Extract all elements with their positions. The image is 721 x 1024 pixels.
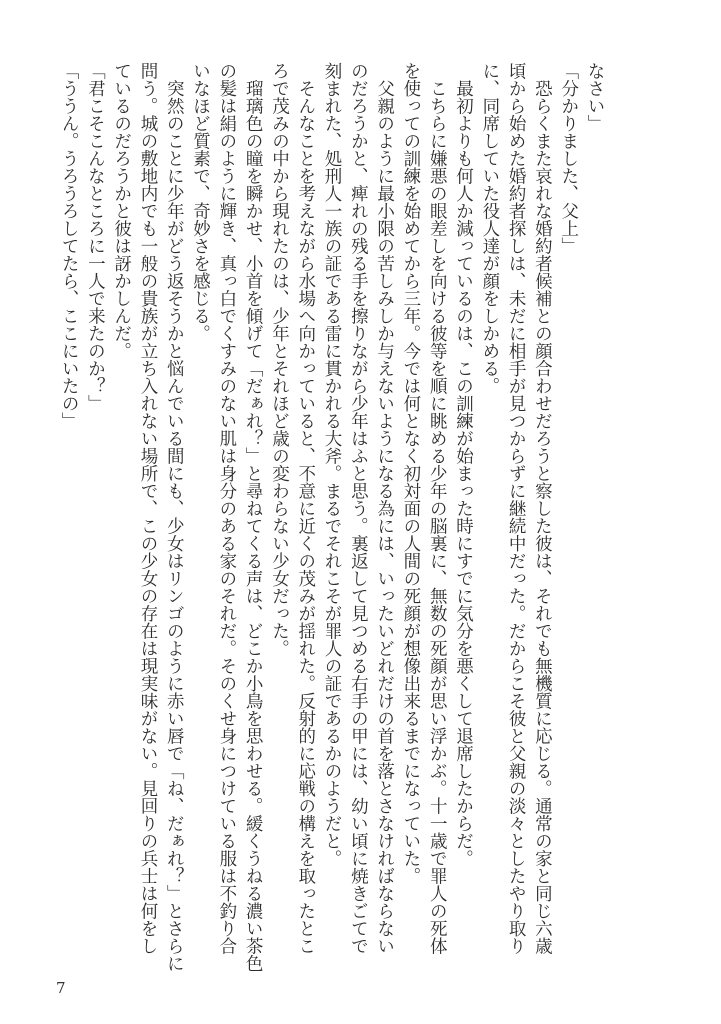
text-line: 刻まれた、処刑人一族の証である雷に貫かれる大斧。まるでそれこそが罪人の証であるかのようだと。 [322, 62, 343, 867]
text-line: 「分かりました、父上」 [558, 62, 579, 255]
text-line: 父親のように最小限の苦しみしか与えないようになる為には、いったいどれだけの首を落とさなければならない [374, 62, 395, 955]
body-text [51, 62, 608, 972]
text-line: ろで茂みの中から現れたのは、少年とそれほど歳の変わらない少女だった。 [269, 62, 290, 657]
text-line: 最初よりも何人か減っているのは、この訓練が始まった時にすでに気分を悪くして退席したからだ。 [453, 62, 474, 867]
text-line: そんなことを考えながら水場へ向かっていると、不意に近くの茂みが揺れた。反射的に応戦の構えを取ったとこ [295, 62, 316, 955]
text-line: を使っての訓練を始めてから三年。今では何となく初対面の人間の死顔が想像出来るまでになっていた。 [400, 62, 421, 885]
text-line: こちらに嫌悪の眼差しを向ける彼等を順に眺める少年の脳裏に、無数の死顔が思い浮かぶ。十一歳で罪人の死体 [427, 62, 448, 955]
page-number: 7 [56, 979, 66, 997]
text-line: 突然のことに少年がどう返そうかと悩んでいる間にも、少女はリンゴのように赤い唇で「ね、だぁれ？」とさらに [164, 62, 185, 972]
text-line: ているのだろうかと彼は訝かしんだ。 [111, 62, 132, 360]
text-line: 問う。城の敷地内でも一般の貴族が立ち入れない場所で、この少女の存在は現実味がない。見回りの兵士は何をし [137, 62, 158, 955]
text-line: 「ううん。うろうろしてたら、ここにいたの」 [59, 62, 80, 430]
text-line: のだろうかと、痺れの残る手を擦りながら少年はふと思う。裏返して見つめる右手の甲には、幼い頃に焼きごてで [348, 62, 369, 955]
text-line: 瑠璃色の瞳を瞬かせ、小首を傾げて「だぁれ？」と尋ねてくる声は、どこか小鳥を思わせる。緩くうねる濃い茶色 [243, 62, 264, 972]
text-line: 恐らくまた哀れな婚約者候補との顔合わせだろうと察した彼は、それでも無機質に応じる。通常の家と同じ六歳 [532, 62, 553, 955]
text-line: 頃から始めた婚約者探しは、未だに相手が見つからずに継続中だった。だからこそ彼と父親の淡々としたやり取り [506, 62, 527, 955]
text-line: いなほど質素で、奇妙さを感じる。 [190, 62, 211, 342]
text-line: 「君こそこんなところに一人で来たのか？」 [85, 62, 106, 412]
text-line: に、同席していた役人達が顔をしかめる。 [479, 62, 500, 395]
text-line: なさい」 [585, 62, 605, 132]
text-line: の髪は絹のように輝き、真っ白でくすみのない肌は身分のある家のそれだ。そのくせ身につけている服は不釣り合 [216, 62, 237, 955]
